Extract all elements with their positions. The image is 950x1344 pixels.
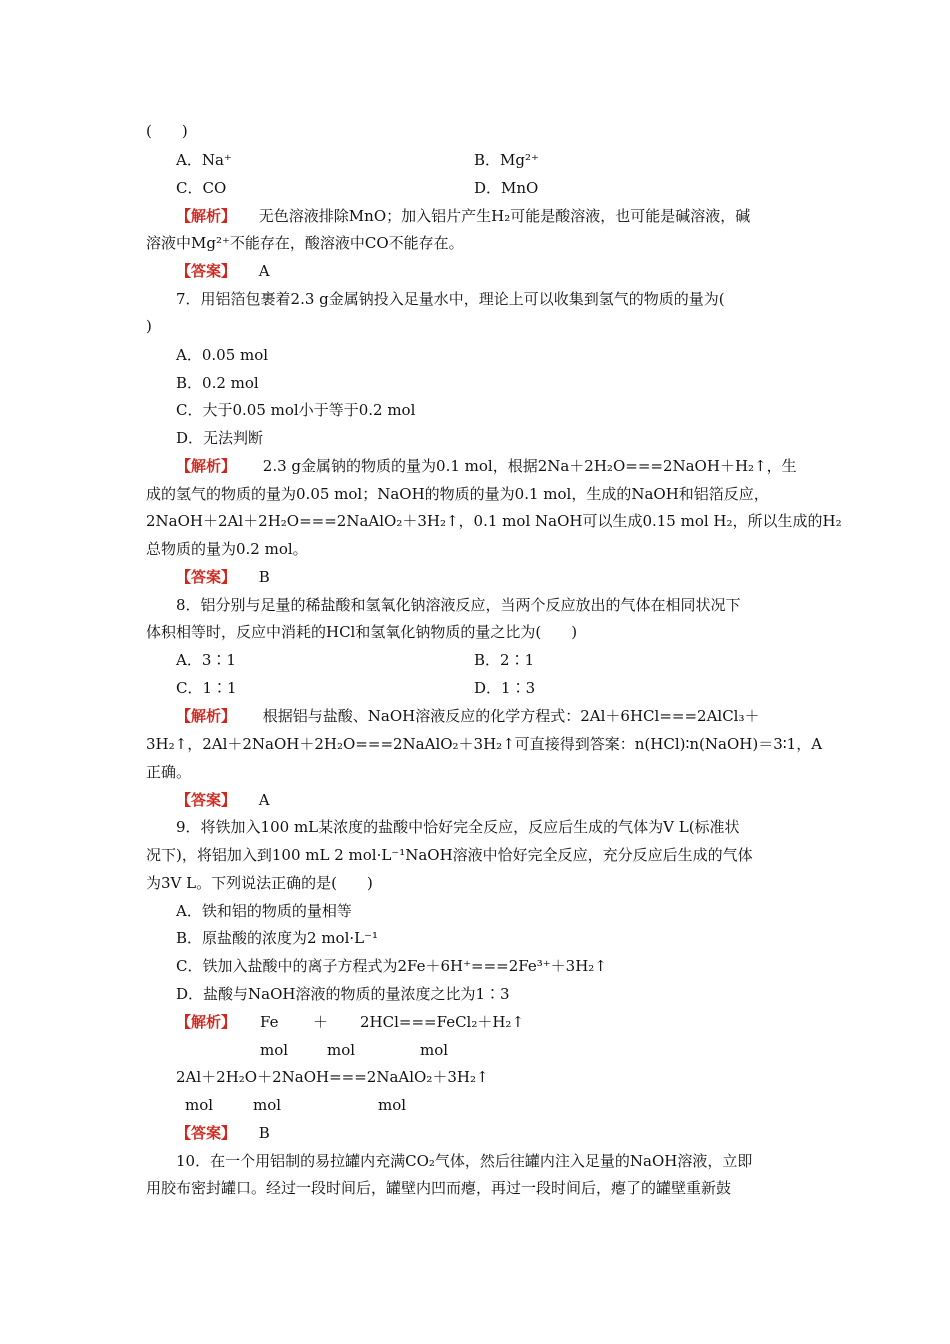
analysis-tag: 【解析】 — [176, 707, 237, 725]
eq1-rest: 2HCl===FeCl₂＋H₂↑ — [360, 1013, 525, 1031]
q6-answer: 【答案】 A — [176, 262, 270, 280]
answer-tag: 【答案】 — [176, 262, 237, 280]
q8-option-b: B．2∶1 — [474, 651, 535, 669]
eq2-unit-1: mol — [185, 1096, 214, 1114]
q7-stem-line-1: 7．用铝箔包裹着2.3 g金属钠投入足量水中，理论上可以收集到氢气的物质的量为( — [176, 290, 725, 308]
q9-answer: 【答案】 B — [176, 1124, 270, 1142]
q6-option-c: C．CO — [176, 179, 227, 197]
q9-stem-line-2: 况下)，将铝加入到100 mL 2 mol·L⁻¹NaOH溶液中恰好完全反应，充分反应后生成的气体 — [146, 846, 753, 864]
q6-option-a: A．Na⁺ — [176, 151, 232, 169]
eq1-plus: ＋ — [313, 1013, 329, 1031]
q9-stem-line-3: 为3V L。下列说法正确的是( ) — [146, 874, 373, 892]
q7-option-b: B．0.2 mol — [176, 374, 259, 392]
q9-option-c: C．铁加入盐酸中的离子方程式为2Fe＋6H⁺===2Fe³⁺＋3H₂↑ — [176, 957, 607, 975]
q6-analysis-line-1: 【解析】 无色溶液排除MnO；加入铝片产生H₂可能是酸溶液，也可能是碱溶液，碱 — [176, 207, 751, 225]
q6-answer-paren: ( ) — [146, 122, 188, 140]
q7-answer: 【答案】 B — [176, 568, 270, 586]
q8-analysis-line-2: 3H₂↑，2Al＋2NaOH＋2H₂O===2NaAlO₂＋3H₂↑可直接得到答案：n(HCl)∶n(NaOH)＝3∶1，A — [146, 735, 823, 753]
q10-stem-line-2: 用胶布密封罐口。经过一段时间后，罐壁内凹而瘪，再过一段时间后，瘪了的罐壁重新鼓 — [146, 1179, 732, 1197]
q7-option-a: A．0.05 mol — [176, 346, 269, 364]
eq2-unit-3: mol — [378, 1096, 407, 1114]
analysis-tag: 【解析】 — [176, 207, 237, 225]
eq1-unit-2: mol — [327, 1041, 356, 1059]
eq2-unit-2: mol — [253, 1096, 282, 1114]
analysis-tag: 【解析】 — [176, 1013, 237, 1031]
q8-stem-line-2: 体积相等时，反应中消耗的HCl和氢氧化钠物质的量之比为( ) — [146, 623, 578, 641]
eq1-unit-3: mol — [420, 1041, 449, 1059]
q8-answer: 【答案】 A — [176, 791, 270, 809]
analysis-tag: 【解析】 — [176, 457, 237, 475]
q7-option-c: C．大于0.05 mol小于等于0.2 mol — [176, 401, 416, 419]
eq1-fe: Fe — [260, 1013, 279, 1031]
q9-stem-line-1: 9．将铁加入100 mL某浓度的盐酸中恰好完全反应，反应后生成的气体为V L(标准状 — [176, 818, 740, 836]
q7-option-d: D．无法判断 — [176, 429, 264, 447]
q8-stem-line-1: 8．铝分别与足量的稀盐酸和氢氧化钠溶液反应，当两个反应放出的气体在相同状况下 — [176, 596, 741, 614]
answer-tag: 【答案】 — [176, 791, 237, 809]
q8-option-c: C．1∶1 — [176, 679, 237, 697]
answer-tag: 【答案】 — [176, 1124, 237, 1142]
answer-tag: 【答案】 — [176, 568, 237, 586]
q7-analysis-line-2: 成的氢气的物质的量为0.05 mol；NaOH的物质的量为0.1 mol，生成的NaOH和铝箔反应， — [146, 485, 769, 503]
q7-analysis-line-1: 【解析】 2.3 g金属钠的物质的量为0.1 mol，根据2Na＋2H₂O===2NaOH＋H₂↑，生 — [176, 457, 797, 475]
q10-stem-line-1: 10．在一个用铝制的易拉罐内充满CO₂气体，然后往罐内注入足量的NaOH溶液，立即 — [176, 1152, 753, 1170]
q9-option-a: A．铁和铝的物质的量相等 — [176, 902, 352, 920]
q8-option-d: D．1∶3 — [474, 679, 536, 697]
q9-option-d: D．盐酸与NaOH溶液的物质的量浓度之比为1∶3 — [176, 985, 510, 1003]
q6-option-d: D．MnO — [474, 179, 539, 197]
q7-stem-line-2: ) — [146, 317, 152, 335]
q9-analysis-equation-1 — [176, 1012, 236, 1032]
eq1-unit-1: mol — [260, 1041, 289, 1059]
q8-analysis-line-3: 正确。 — [146, 763, 192, 781]
q7-analysis-line-4: 总物质的量为0.2 mol。 — [146, 540, 308, 558]
q8-option-a: A．3∶1 — [176, 651, 236, 669]
q9-option-b: B．原盐酸的浓度为2 mol·L⁻¹ — [176, 929, 379, 947]
q8-analysis-line-1: 【解析】 根据铝与盐酸、NaOH溶液反应的化学方程式：2Al＋6HCl===2AlCl₃＋ — [176, 707, 760, 725]
q6-analysis-line-2: 溶液中Mg²⁺不能存在，酸溶液中CO不能存在。 — [146, 234, 464, 252]
q6-option-b: B．Mg²⁺ — [474, 151, 539, 169]
eq2: 2Al＋2H₂O＋2NaOH===2NaAlO₂＋3H₂↑ — [176, 1068, 489, 1086]
q7-analysis-line-3: 2NaOH＋2Al＋2H₂O===2NaAlO₂＋3H₂↑，0.1 mol NaOH可以生成0.15 mol H₂，所以生成的H₂ — [146, 512, 842, 530]
